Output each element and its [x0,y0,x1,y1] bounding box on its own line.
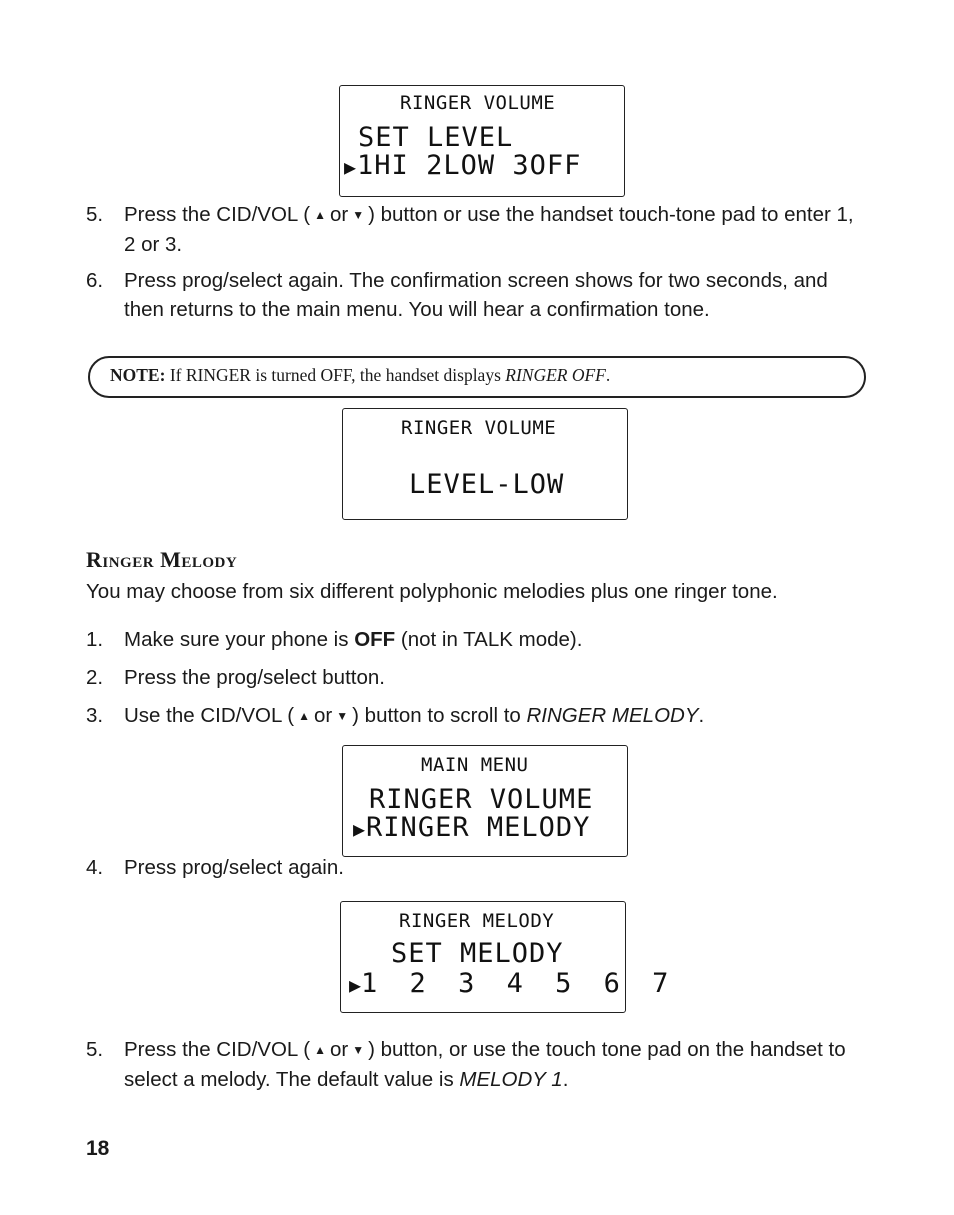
step-text: Press prog/select again. The confirmation screen shows for two seconds, and then returns to the main menu. You will hear a confirmation tone. [124,269,828,321]
step-text: Make sure your phone is OFF (not in TALK mode). [124,628,583,651]
lcd-title: RINGER MELODY [399,910,555,932]
up-arrow-icon: ▲ [298,709,311,723]
lcd-screen-main-menu [342,745,628,857]
note-box: NOTE: If RINGER is turned OFF, the handset displays RINGER OFF. [88,356,866,398]
lcd-line: SET LEVEL [358,122,514,153]
step-text: Press the CID/VOL ( ▲ or ▼ ) button, or use the touch tone pad on the handset to select a melody. The default value is MELODY 1. [124,1038,846,1091]
lcd-options: 1HI 2LOW 3OFF [357,150,582,181]
lcd-option-line [349,968,676,999]
step-text: Use the CID/VOL ( ▲ or ▼ ) button to scroll to RINGER MELODY. [124,704,705,727]
section-intro: You may choose from six different polyphonic melodies plus one ringer tone. [86,580,778,603]
down-arrow-icon: ▼ [336,709,349,723]
note-text: If RINGER is turned OFF, the handset displays [165,365,506,385]
lcd-screen-ringer-volume-set-level [339,85,625,197]
selection-pointer-icon: ▶ [353,817,367,841]
lcd-screen-ringer-melody-set-melody [340,901,677,1013]
lcd-line: LEVEL-LOW [409,469,565,500]
down-arrow-icon: ▼ [352,208,365,222]
section-heading: Ringer Melody [86,547,238,572]
lcd-screen-ringer-volume-level-low [342,408,628,520]
selection-pointer-icon: ▶ [344,155,358,179]
lcd-option-line [344,150,581,181]
lcd-line: SET MELODY [391,938,564,969]
lcd-title: RINGER VOLUME [401,417,557,439]
note-italic: RINGER OFF [505,365,606,385]
lcd-title: RINGER VOLUME [400,92,556,114]
down-arrow-icon: ▼ [352,1043,365,1057]
step-number: 5. [86,1038,104,1061]
up-arrow-icon: ▲ [314,1043,326,1057]
step-text: Press prog/select again. [124,856,344,879]
up-arrow-icon: ▲ [314,208,326,222]
lcd-option-line [353,812,590,843]
step-number: 1. [86,628,104,651]
lcd-options: RINGER MELODY [366,812,591,843]
step-number: 6. [86,269,104,292]
selection-pointer-icon: ▶ [349,973,362,997]
step-number: 4. [86,856,104,879]
page-number: 18 [86,1137,110,1160]
lcd-options: 1 2 3 4 5 6 7 [361,968,677,999]
step-number: 2. [86,666,104,689]
lcd-line: RINGER VOLUME [369,784,594,815]
step-text: Press the CID/VOL ( ▲ or ▼ ) button or use the handset touch-tone pad to enter 1, 2 or 3. [124,203,854,256]
lcd-title: MAIN MENU [421,754,529,776]
step-number: 3. [86,704,104,727]
step-number: 5. [86,203,104,226]
step-text: Press the prog/select button. [124,666,385,689]
note-label: NOTE: [110,365,166,385]
